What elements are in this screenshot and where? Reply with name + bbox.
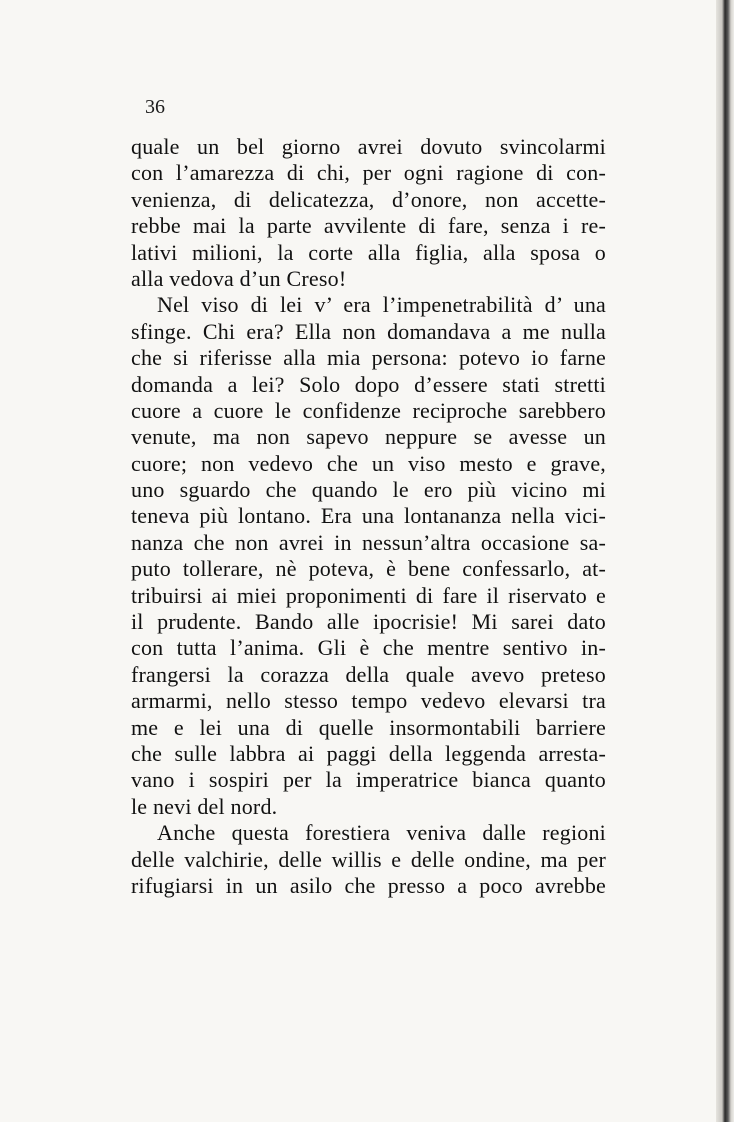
text-line: le nevi del nord. [131,793,278,819]
text-line: delle valchirie, delle willis e delle ondine, ma per [131,846,606,872]
text-line: sfinge. Chi era? Ella non domandava a me nulla [131,318,606,344]
text-line: cuore; non vedevo che un viso mesto e grave, [131,450,606,476]
text-line: me e lei una di quelle insormontabili barriere [131,714,606,740]
text-line: con tutta l’anima. Gli è che mentre sentivo in- [131,635,606,661]
text-line: puto tollerare, nè poteva, è bene confessarlo, at- [131,556,606,582]
text-line: con l’amarezza di chi, per ogni ragione di con- [131,160,606,186]
page-number: 36 [145,96,165,118]
text-line: il prudente. Bando alle ipocrisie! Mi sarei dato [131,609,606,635]
text-line: tribuirsi ai miei proponimenti di fare il riservato e [131,582,606,608]
text-line: che si riferisse alla mia persona: potevo io farne [131,345,606,371]
body-text [131,134,606,899]
text-line: nanza che non avrei in nessun’altra occasione sa- [131,529,606,555]
text-line: venienza, di delicatezza, d’onore, non accette- [131,186,606,212]
text-line: rebbe mai la parte avvilente di fare, senza i re- [131,213,606,239]
text-line: rifugiarsi in un asilo che presso a poco avrebbe [131,872,606,898]
text-line: Anche questa forestiera veniva dalle regioni [157,820,606,846]
text-line: uno sguardo che quando le ero più vicino mi [131,477,606,503]
text-line: vano i sospiri per la imperatrice bianca quanto [131,767,606,793]
text-line: che sulle labbra ai paggi della leggenda arresta- [131,740,606,766]
page-edge-shadow [716,0,734,1122]
text-line: domanda a lei? Solo dopo d’essere stati stretti [131,371,606,397]
text-line: armarmi, nello stesso tempo vedevo elevarsi tra [131,688,606,714]
text-line: Nel viso di lei v’ era l’impenetrabilità d’ una [157,292,606,318]
text-line: cuore a cuore le confidenze reciproche sarebbero [131,397,606,423]
text-line: alla vedova d’un Creso! [131,265,347,291]
text-line: quale un bel giorno avrei dovuto svincolarmi [131,134,606,159]
text-line: lativi milioni, la corte alla figlia, alla sposa o [131,239,606,265]
text-line: teneva più lontano. Era una lontananza nella vici- [131,503,606,529]
text-line: frangersi la corazza della quale avevo preteso [131,661,606,687]
text-line: venute, ma non sapevo neppure se avesse un [131,424,606,450]
